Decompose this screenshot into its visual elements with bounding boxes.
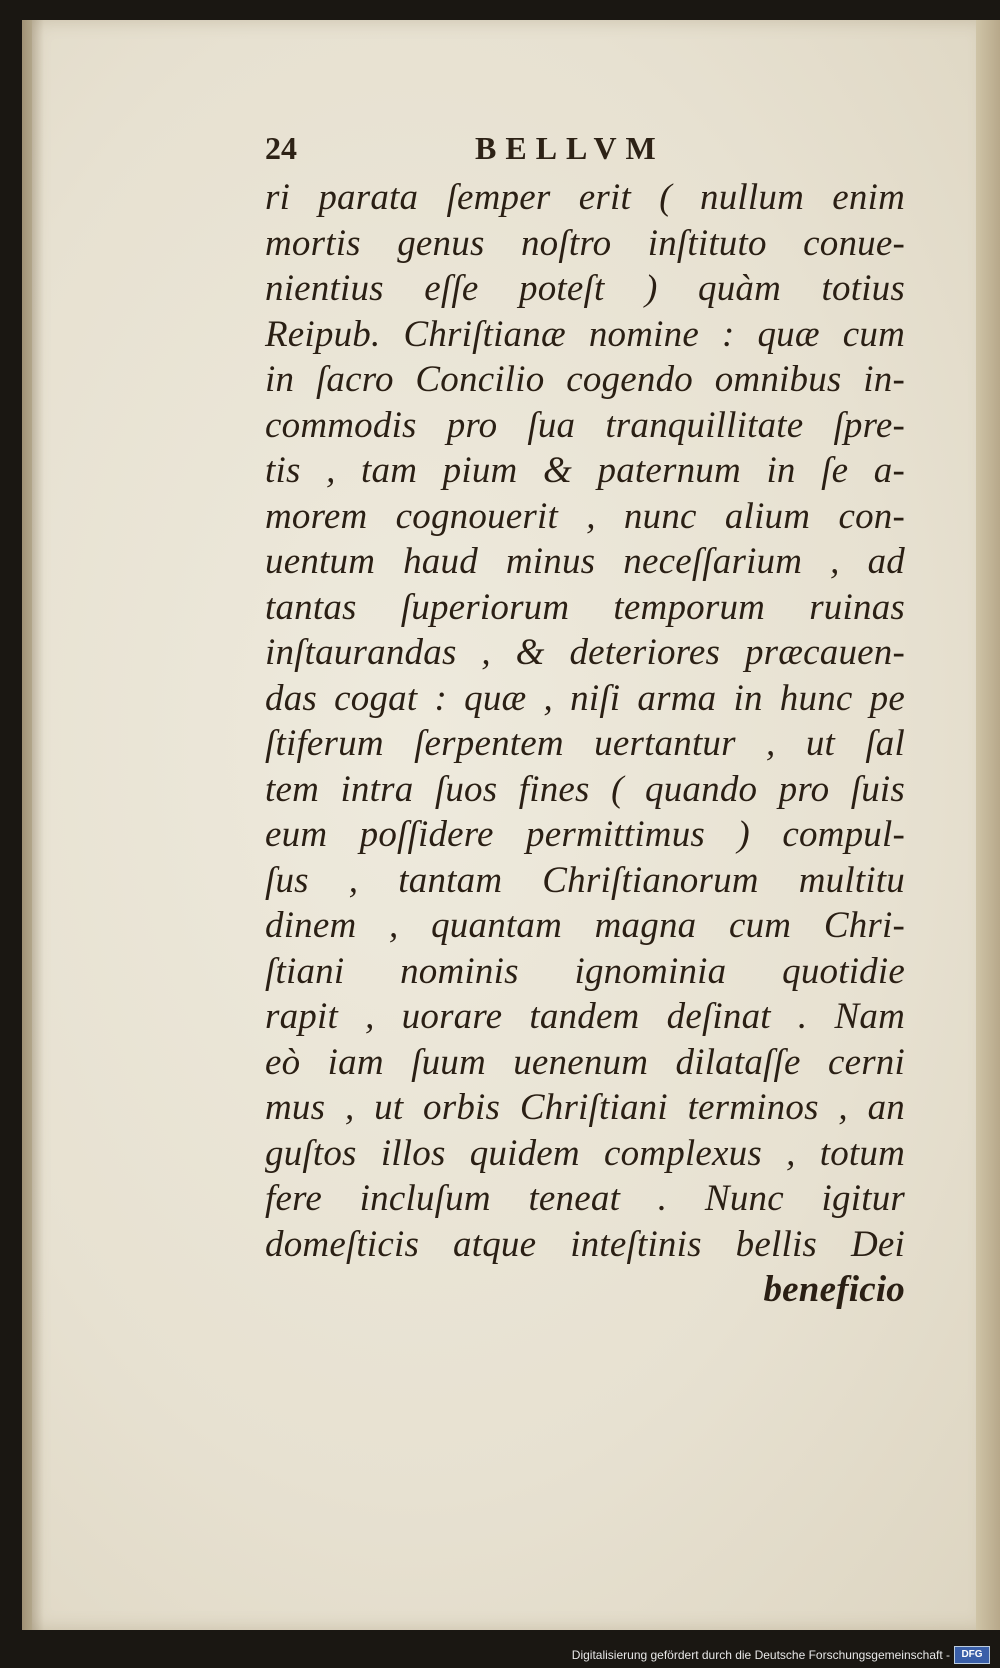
text-line: eum poſſidere permittimus ) compul- <box>265 814 905 855</box>
text-line: uentum haud minus neceſſarium , ad <box>265 541 905 582</box>
text-line: Reipub. Chriſtianæ nomine : quæ cum <box>265 313 905 355</box>
text-line: ſtiani nominis ignominia quotidie <box>265 950 905 992</box>
text-block <box>265 175 905 1313</box>
text-line: nientius eſſe poteſt ) quàm totius <box>265 268 905 309</box>
text-line: dinem , quantam magna cum Chri- <box>265 905 905 946</box>
spine-shadow <box>22 20 44 1630</box>
text-line: das cogat : quæ , niſi arma in hunc pe <box>265 677 905 719</box>
text-line: mortis genus noſtro inſtituto conue- <box>265 222 905 264</box>
text-line: ſtiferum ſerpentem uertantur , ut ſal <box>265 723 905 764</box>
catchword: beneficio <box>763 1269 905 1310</box>
text-line: guſtos illos quidem complexus , totum <box>265 1132 905 1174</box>
text-line: morem cognouerit , nunc alium con- <box>265 495 905 537</box>
text-line: in ſacro Concilio cogendo omnibus in- <box>265 359 905 400</box>
digitization-credit: Digitalisierung gefördert durch die Deutsche Forschungsgemeinschaft - <box>571 1648 950 1662</box>
text-line: eò iam ſuum uenenum dilataſſe cerni <box>265 1041 905 1083</box>
page-edge <box>976 20 1000 1630</box>
text-line: tantas ſuperiorum temporum ruinas <box>265 586 905 628</box>
text-line: mus , ut orbis Chriſtiani terminos , an <box>265 1087 905 1128</box>
text-line: tis , tam pium & paternum in ſe a- <box>265 450 905 491</box>
dfg-logo: DFG <box>954 1646 990 1664</box>
text-line: inſtaurandas , & deteriores præcauen- <box>265 632 905 673</box>
text-line: rapit , uorare tandem deſinat . Nam <box>265 996 905 1037</box>
text-line: ri parata ſemper erit ( nullum enim <box>265 177 905 218</box>
running-title: BELLVM <box>475 130 665 166</box>
text-line: commodis pro ſua tranquillitate ſpre- <box>265 404 905 446</box>
text-line: tem intra ſuos fines ( quando pro ſuis <box>265 768 905 810</box>
text-line: fere incluſum teneat . Nunc igitur <box>265 1178 905 1219</box>
page-number: 24 <box>265 130 297 166</box>
text-line: ſus , tantam Chriſtianorum multitu <box>265 859 905 901</box>
running-head <box>265 130 905 170</box>
text-line: domeſticis atque inteſtinis bellis Dei <box>265 1223 905 1265</box>
